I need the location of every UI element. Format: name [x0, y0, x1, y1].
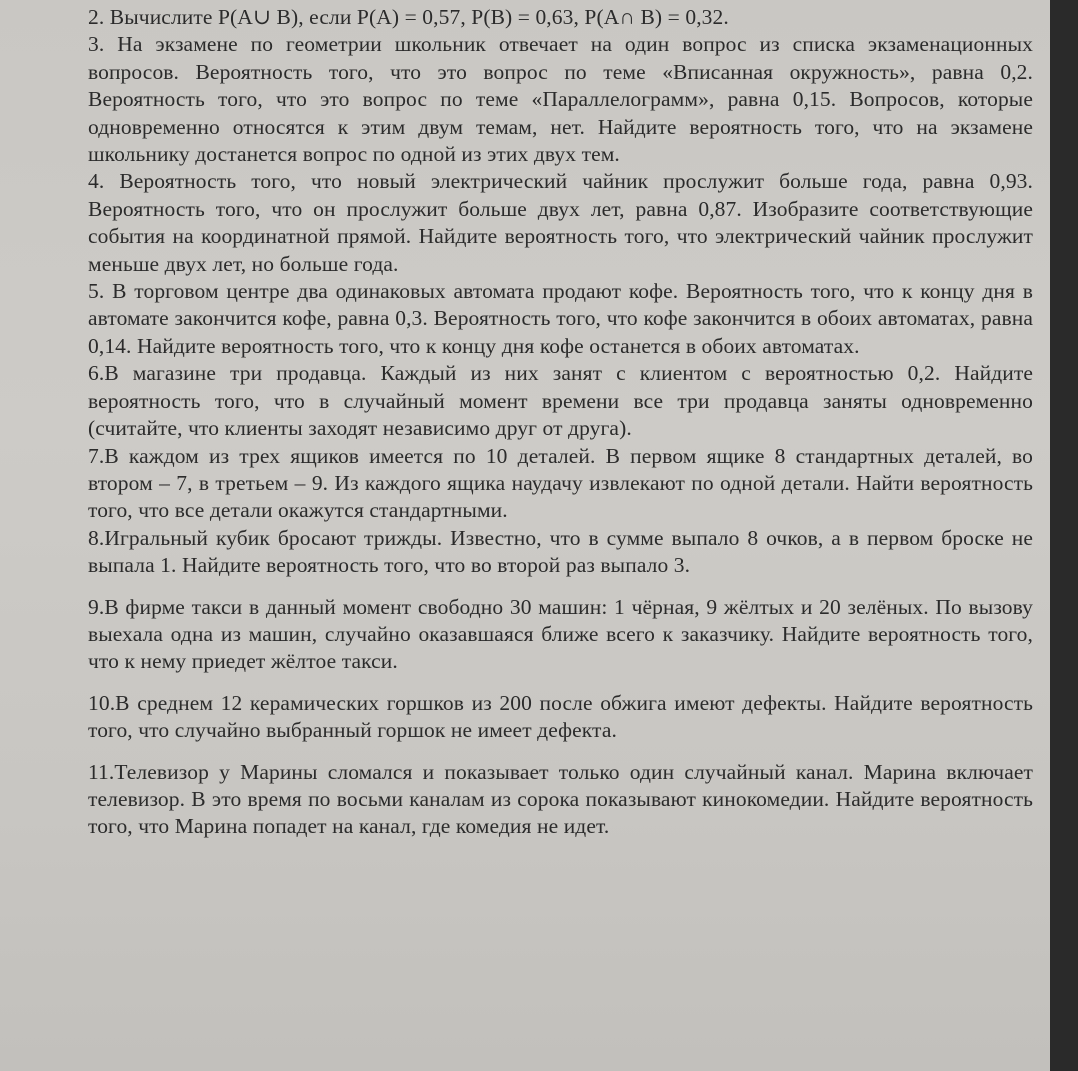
- task-list: [88, 4, 1033, 841]
- task-5: 5. В торговом центре два одинаковых автомата продают кофе. Вероятность того, что к концу дня в автомате закончится кофе, равна 0,3. Вероятность того, что кофе закончится в обоих автоматах, равна 0,14. Найдите вероятность того, что к концу дня кофе останется в обоих автоматах.: [88, 279, 1033, 358]
- task-3: 3. На экзамене по геометрии школьник отвечает на один вопрос из списка экзаменационных вопросов. Вероятность того, что это вопрос по теме «Вписанная окружность», равна 0,2. Вероятность того, что это вопрос по теме «Параллелограмм», равна 0,15. Вопросов, которые одновременно относятся к этим двум темам, нет. Найдите вероятность того, что на экзамене школьнику достанется вопрос по одной из этих двух тем.: [88, 32, 1033, 167]
- task-2: 2. Вычислите P(A∪ B), если P(A) = 0,57, P(B) = 0,63, P(A∩ B) = 0,32.: [88, 5, 729, 29]
- task-4: 4. Вероятность того, что новый электрический чайник прослужит больше года, равна 0,93. Вероятность того, что он прослужит больше двух лет, равна 0,87. Изобразите соответствующие события на координатной прямой. Найдите вероятность того, что электрический чайник прослужит меньше двух лет, но больше года.: [88, 169, 1033, 276]
- task-6: 6.В магазине три продавца. Каждый из них занят с клиентом с вероятностью 0,2. Найдите вероятность того, что в случайный момент времени все три продавца заняты одновременно (считайте, что клиенты заходят независимо друг от друга).: [88, 361, 1033, 441]
- task-8: 8.Игральный кубик бросают трижды. Известно, что в сумме выпало 8 очков, а в первом броске не выпала 1. Найдите вероятность того, что во второй раз выпало 3.: [88, 525, 1033, 578]
- task-10: 10.В среднем 12 керамических горшков из 200 после обжига имеют дефекты. Найдите вероятность того, что случайно выбранный горшок не имеет дефекта.: [88, 690, 1033, 743]
- task-7: 7.В каждом из трех ящиков имеется по 10 деталей. В первом ящике 8 стандартных деталей, во втором – 7, в третьем – 9. Из каждого ящика наудачу извлекают по одной детали. Найти вероятность того, что все детали окажутся стандартными.: [88, 443, 1033, 523]
- task-9: 9.В фирме такси в данный момент свободно 30 машин: 1 чёрная, 9 жёлтых и 20 зелёных. По вызову выехала одна из машин, случайно оказавшаяся ближе всего к заказчику. Найдите вероятность того, что к нему приедет жёлтое такси.: [88, 594, 1033, 674]
- task-11: 11.Телевизор у Марины сломался и показывает только один случайный канал. Марина включает телевизор. В это время по восьми каналам из сорока показывают кинокомедии. Найдите вероятность того, что Марина попадет на канал, где комедия не идет.: [88, 759, 1033, 839]
